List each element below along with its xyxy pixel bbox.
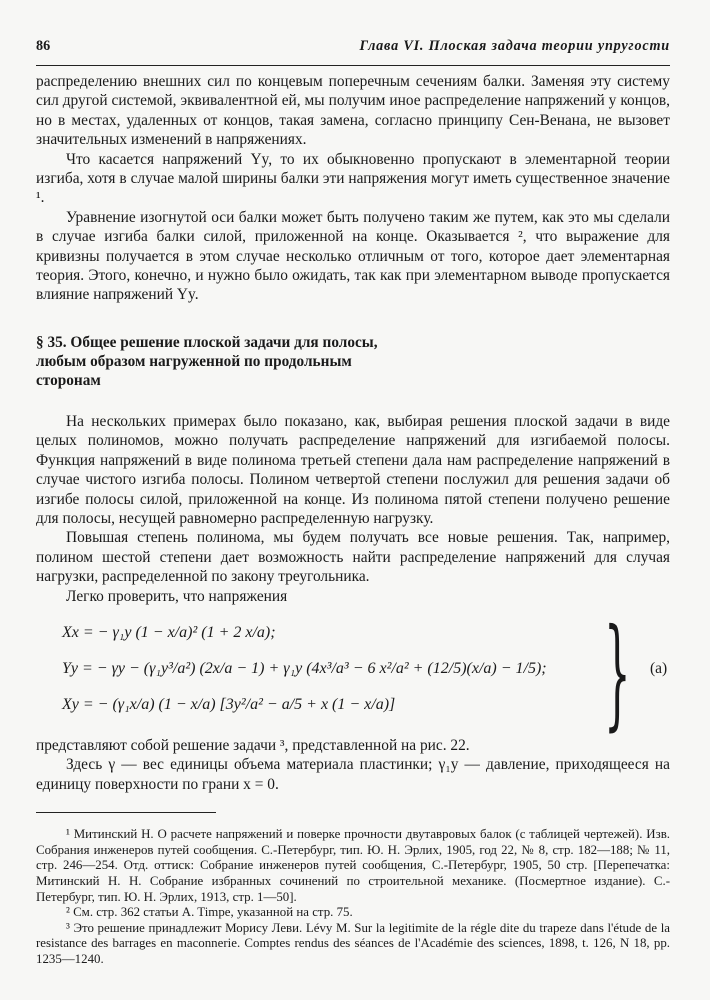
equation-label: (a) bbox=[650, 659, 668, 677]
right-brace: } bbox=[604, 603, 631, 743]
body-text bbox=[36, 72, 670, 305]
header-rule bbox=[36, 65, 670, 66]
section-title-line: сторонам bbox=[36, 371, 101, 389]
paragraph: Что касается напряжений Yy, то их обыкновенно пропускают в элементарной теории изгиба, хотя в случае малой ширины балки эти напряжения могут иметь существенное значение ¹. bbox=[36, 150, 670, 207]
paragraph: Уравнение изогнутой оси балки может быть получено таким же путем, как это мы сделали в случае изгиба балки силой, приложенной на конце. Оказывается ², что выражение для кривизны получается в этом случае несколько отличным от того, которое дает элементарная теория. Этого, конечно, и нужно было ожидать, так как при элементарном выводе пропускается влияние напряжений Yy. bbox=[36, 208, 670, 304]
running-header bbox=[36, 38, 670, 58]
footnote: ³ Это решение принадлежит Морису Леви. Lévy M. Sur la legitimite de la régle dite du trapeze dans l'étude de la resistance des barrages en maconnerie. Comptes rendus des séances de l'Académie des sciences, 1898, t. 126, N 18, pp. 1235—1240. bbox=[36, 920, 670, 966]
equation-yy: Yy = − γy − (γ₁y³/a²) (2x/a − 1) + γ₁y (4x³/a³ − 6 x²/a² + (12/5)(x/a) − 1/5); bbox=[62, 659, 547, 677]
chapter-title: Глава VI. Плоская задача теории упругости bbox=[359, 38, 670, 54]
equation-system bbox=[36, 603, 670, 743]
footnote-rule bbox=[36, 812, 216, 813]
paragraph: представляют собой решение задачи ³, представленной на рис. 22. bbox=[36, 736, 470, 754]
body-text bbox=[36, 412, 670, 606]
page bbox=[36, 38, 670, 968]
equation-xy: Xy = − (γ₁x/a) (1 − x/a) [3y²/a² − a/5 + x (1 − x/a)] bbox=[62, 695, 396, 713]
paragraph: На нескольких примерах было показано, как, выбирая решения плоской задачи в виде целых полиномов, можно получать распределение напряжений для изгибаемой полосы. Функция напряжений в виде полинома третьей степени дала нам распределение напряжений в случае чистого изгиба полосы. Полином четвертой степени послужил для решения задачи об изгибе полосы силой, приложенной на конце. Из полинома пятой степени получено решение для полосы, несущей равномерно распределенную нагрузку. bbox=[36, 412, 670, 527]
page-number: 86 bbox=[36, 38, 51, 54]
paragraph: распределению внешних сил по концевым поперечным сечениям балки. Заменяя эту систему сил другой системой, эквивалентной ей, мы получим иное распределение напряжений у концов, но в местах, удаленных от концов, такая замена, согласно принципу Сен-Венана, не вызовет значительных изменений в напряжениях. bbox=[36, 73, 670, 149]
section-title-line: § 35. Общее решение плоской задачи для полосы, bbox=[36, 333, 378, 351]
footnote: ² См. стр. 362 статьи A. Timpe, указанной на стр. 75. bbox=[66, 905, 353, 920]
section-heading bbox=[36, 333, 670, 390]
footnotes bbox=[36, 827, 670, 967]
paragraph: Здесь γ — вес единицы объема материала пластинки; γ₁y — давление, приходящееся на единицу поверхности по грани x = 0. bbox=[36, 756, 670, 793]
body-text bbox=[36, 736, 670, 794]
equation-xx: Xx = − γ₁y (1 − x/a)² (1 + 2 x/a); bbox=[62, 623, 276, 641]
paragraph: Легко проверить, что напряжения bbox=[66, 587, 288, 605]
paragraph: Повышая степень полинома, мы будем получать все новые решения. Так, например, полином шестой степени дает возможность найти распределение напряжений для случая нагрузки, распределенной по закону треугольника. bbox=[36, 529, 670, 586]
section-title-line: любым образом нагруженной по продольным bbox=[36, 352, 352, 370]
footnote: ¹ Митинский Н. О расчете напряжений и поверке прочности двутавровых балок (с таблицей чертежей). Изв. Собрания инженеров путей сообщения. С.-Петербург, тип. Ю. Н. Эрлих, 1905, год 22, № 8, стр. 182—188; № 11, стр. 246—254. Отд. оттиск: Собрание инженеров путей сообщения, С.-Петербург, 1905, 50 стр. [Перепечатка: Митинский Н. Н. Собрание избранных сочинений по строительной механике. (Посмертное издание). С.-Петербург, тип. Ю. Н. Эрлих, 1913, стр. 1—50]. bbox=[36, 827, 670, 904]
